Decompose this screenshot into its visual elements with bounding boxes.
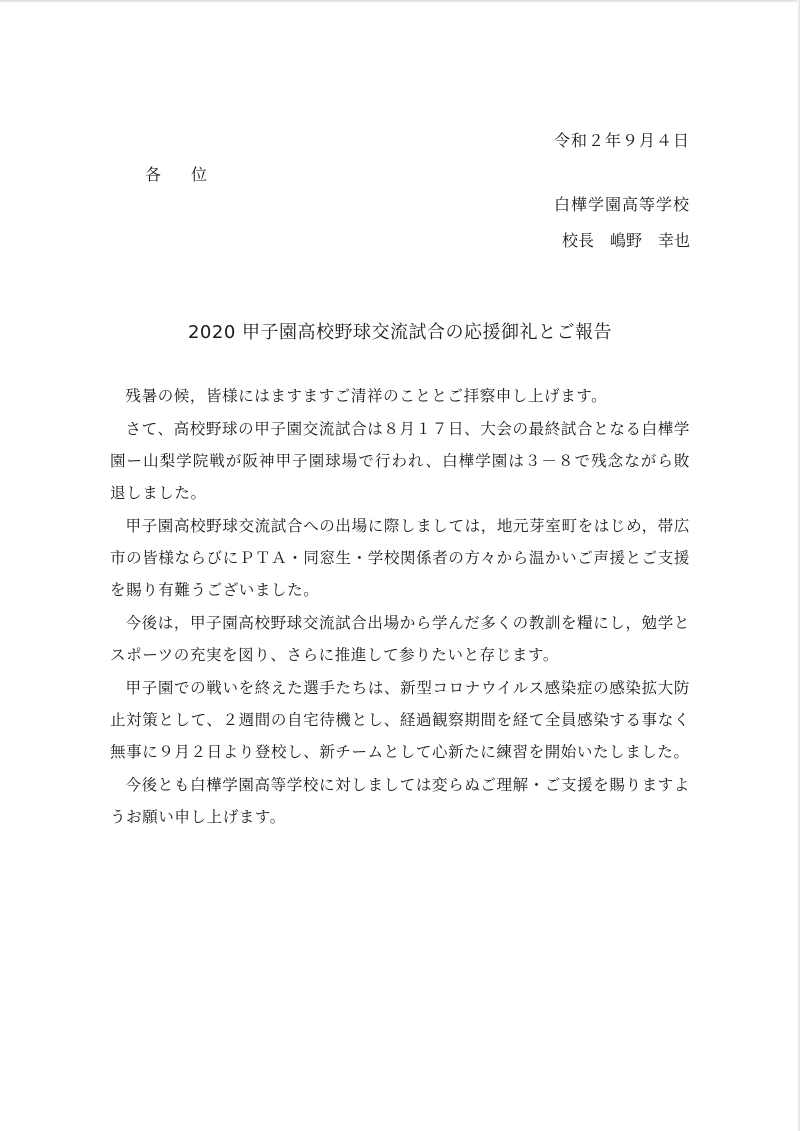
letter-recipient: 各位 <box>145 165 238 184</box>
paragraph-greeting: 残暑の候，皆様にはますますご清祥のこととご拝察申し上げます。 <box>125 387 608 405</box>
scan-edge-top <box>0 0 800 3</box>
sender-organization: 白樺学園高等学校 <box>553 195 690 214</box>
letter-body <box>110 380 690 834</box>
paragraph-result: さて、高校野球の甲子園交流試合は８月１７日、大会の最終試合となる白樺学園ー山梨学院戦が阪神甲子園球場で行われ、白樺学園は３－８で残念ながら敗退しました。 <box>110 420 690 502</box>
paragraph-closing: 今後とも白樺学園高等学校に対しましては変らぬご理解・ご支援を賜りますようお願い申し上げます。 <box>110 776 690 826</box>
letter-date: 令和２年９月４日 <box>553 131 690 150</box>
sender-name: 校長 嶋野 幸也 <box>561 231 690 250</box>
paragraph-players: 甲子園での戦いを終えた選手たちは、新型コロナウイルス感染症の感染拡大防止対策として、２週間の自宅待機とし、経過観察期間を経て全員感染する事なく無事に９月２日より登校し、新チームとして心新たに練習を開始いたしました。 <box>110 679 690 761</box>
paragraph-future: 今後は，甲子園高校野球交流試合出場から学んだ多くの教訓を糧にし，勉学とスポーツの充実を図り、さらに推進して参りたいと存じます。 <box>110 614 690 664</box>
letter-title: 2020 甲子園高校野球交流試合の応援御礼とご報告 <box>187 322 613 343</box>
paragraph-thanks: 甲子園高校野球交流試合への出場に際しましては，地元芽室町をはじめ，帯広市の皆様ならびにＰＴＡ・同窓生・学校関係者の方々から温かいご声援とご支援を賜り有難うございました。 <box>110 517 690 599</box>
